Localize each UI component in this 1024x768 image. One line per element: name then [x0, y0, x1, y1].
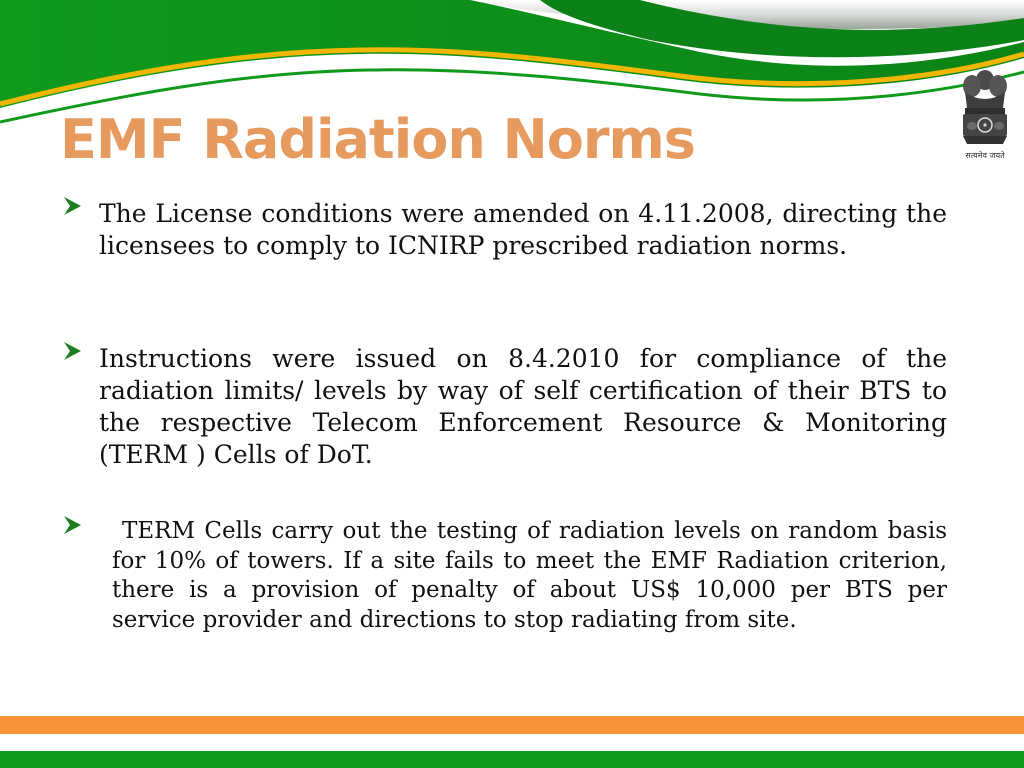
arrowhead-bullet-icon: [62, 340, 84, 362]
arrowhead-bullet-icon: [62, 195, 84, 217]
slide-title: EMF Radiation Norms: [60, 108, 695, 171]
bullet-paragraph-instructions: Instructions were issued on 8.4.2010 for compliance of the radiation limits/ levels by way of self certification of their BTS to the respective Telecom Enforcement Resource & Monitoring (TERM ) Cells of DoT.: [99, 344, 947, 469]
emblem-caption: सत्यमेव जयते: [965, 151, 1005, 160]
arrowhead-bullet-icon: [62, 514, 84, 536]
bullet-paragraph-term-cells: TERM Cells carry out the testing of radiation levels on random basis for 10% of towers. If a site fails to meet the EMF Radiation criterion, there is a provision of penalty of about US$ 10,000 per BTS per service provider and directions to stop radiating from site.: [112, 518, 947, 633]
orange-footer-band: [0, 716, 1024, 734]
green-footer-band: [0, 751, 1024, 768]
bullet-paragraph-license: The License conditions were amended on 4.11.2008, directing the licensees to comply to ICNIRP prescribed radiation norms.: [99, 199, 947, 260]
